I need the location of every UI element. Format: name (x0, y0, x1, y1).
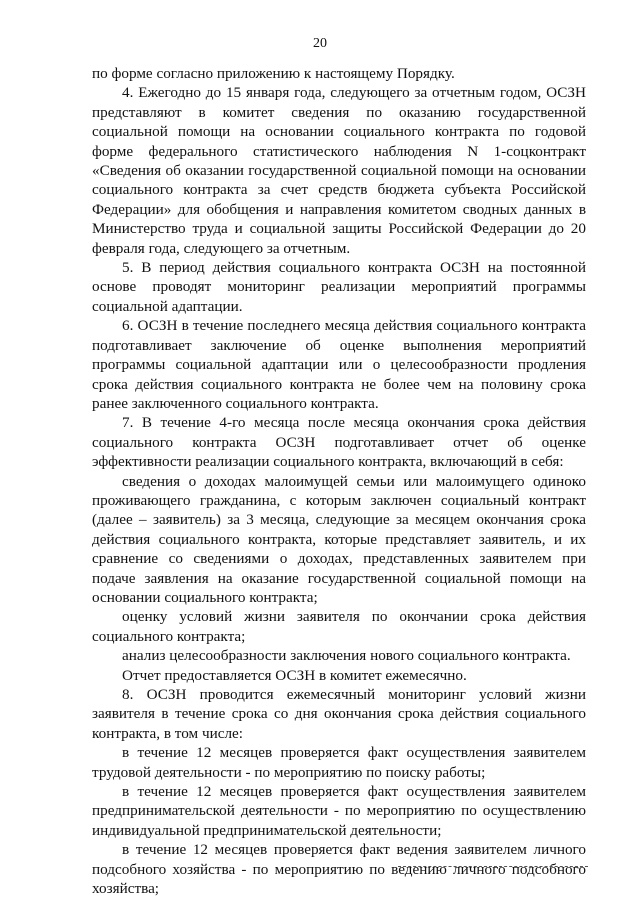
paragraph-10: 8. ОСЗН проводится ежемесячный мониторинг условий жизни заявителя в течение срока со дня окончания срока действия социального контракта, в том числе: (92, 686, 586, 742)
paragraph-6: сведения о доходах малоимущей семьи или малоимущего одиноко проживающего гражданина, с которым заключен социальный контракт (далее – заявитель) за 3 месяца, следующие за месяцем окончания срока действия социального контракта, которые представляет заявитель, и их сравнение со сведениями о доходах, представленных заявителем при подаче заявления на оказание государственной социальной помощи на основании социального контракта; (92, 472, 586, 606)
document-body (92, 64, 586, 898)
page-number: 20 (313, 36, 327, 51)
paragraph-11: в течение 12 месяцев проверяется факт осуществления заявителем трудовой деятельности - по мероприятию по поиску работы; (92, 744, 586, 781)
paragraph-3: 5. В период действия социального контракта ОСЗН на постоянной основе проводят мониторинг реализации мероприятий программы социальной адаптации. (92, 259, 586, 315)
footer-divider (398, 866, 588, 867)
paragraph-1: по форме согласно приложению к настоящему Порядку. (92, 65, 455, 82)
paragraph-5: 7. В течение 4-го месяца после месяца окончания срока действия социального контракта ОСЗН подготавливает отчет об оценке эффективности реализации социального контракта, включающий в себя: (92, 414, 586, 471)
paragraph-12: в течение 12 месяцев проверяется факт осуществления заявителем предпринимательской деятельности - по мероприятию по осуществлению индивидуальной предпринимательской деятельности; (92, 783, 586, 839)
paragraph-7: оценку условий жизни заявителя по окончании срока действия социального контракта; (92, 608, 586, 645)
paragraph-9: Отчет предоставляется ОСЗН в комитет ежемесячно. (122, 666, 467, 684)
paragraph-13: в течение 12 месяцев проверяется факт ведения заявителем личного подсобного хозяйства - по мероприятию по ведению личного подсобного хозяйства; (92, 841, 586, 898)
paragraph-8: анализ целесообразности заключения нового социального контракта. (122, 647, 571, 665)
paragraph-2: 4. Ежегодно до 15 января года, следующего за отчетным годом, ОСЗН представляют в комитет сведения по оказанию государственной социальной помощи на основании социального контракта по годовой форме федерального статистического наблюдения N 1-соцконтракт «Сведения об оказании государственной социальной помощи на основании социального контракта за счет средств бюджета субъекта Российской Федерации» для обобщения и направления комитетом сводных данных в Министерство труда и социальной защиты Российской Федерации до 20 февраля года, следующего за отчетным. (92, 84, 586, 257)
paragraph-4: 6. ОСЗН в течение последнего месяца действия социального контракта подготавливает заключение об оценке выполнения мероприятий программы социальной адаптации или о целесообразности продления срока действия социального контракта не более чем на половину срока ранее заключенного социального контракта. (92, 317, 586, 412)
